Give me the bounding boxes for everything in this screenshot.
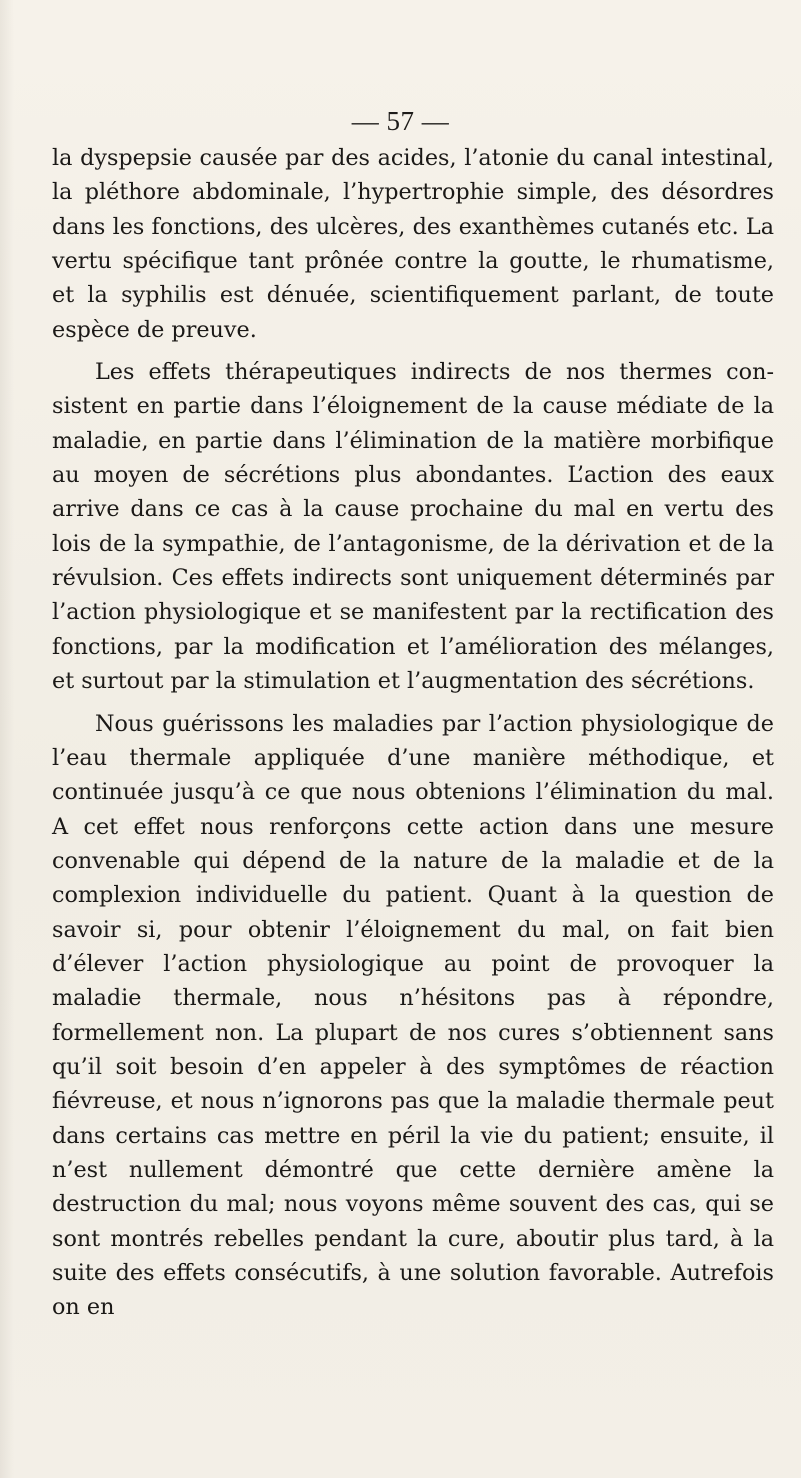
paragraph-3: Nous guérissons les maladies par l’action physiologique de l’eau thermale appliquée d’une manière méthodique, et continuée jusqu’à ce que nous obtenions l’élimination du mal. A cet effet nous renforçons cette action dans une mesure convenable qui dépend de la nature de la maladie et de la complexion individuelle du patient. Quant à la question de savoir si, pour obtenir l’éloignement du mal, on fait bien d’élever l’action physiologique au point de provoquer la maladie thermale, nous n’hésitons pas à répondre, formellement non. La plupart de nos cures s’obtiennent sans qu’il soit besoin d’en appeler à des symptômes de réaction fiévreuse, et nous n’ignorons pas que la maladie thermale peut dans certains cas mettre en péril la vie du patient; ensuite, il n’est nullement démontré que cette dernière amène la destruction du mal; nous voyons même souvent des cas, qui se sont montrés rebelles pendant la cure, aboutir plus tard, à la suite des effets consécutifs, à une solution favorable. Autrefois on en bbox=[52, 710, 774, 1321]
page-number: — 57 — bbox=[351, 106, 450, 136]
paragraph-1: la dyspepsie causée par des acides, l’atonie du canal intestinal, la pléthore abdominale, l’hypertrophie simple, des désordres dans les fonctions, des ulcères, des exanthèmes cutanés etc. La vertu spécifique tant prônée contre la goutte, le rhumatisme, et la syphilis est dénuée, scientifiquement parlant, de toute espèce de preuve. bbox=[52, 145, 774, 343]
paragraph-2: Les effets thérapeutiques indirects de nos thermes consistent en partie dans l’éloignement de la cause médiate de la maladie, en partie dans l’élimination de la matière morbifique au moyen de sécrétions plus abondantes. L’action des eaux arrive dans ce cas à la cause prochaine du mal en vertu des lois de la sympathie, de l’antagonisme, de la dérivation et de la révulsion. Ces effets indirects sont uniquement déterminés par l’action physiologique et se manifestent par la rectification des fonctions, par la modification et l’amélioration des mélanges, et surtout par la stimulation et l’augmentation des sécrétions. bbox=[52, 359, 774, 695]
body-text bbox=[52, 141, 774, 1325]
